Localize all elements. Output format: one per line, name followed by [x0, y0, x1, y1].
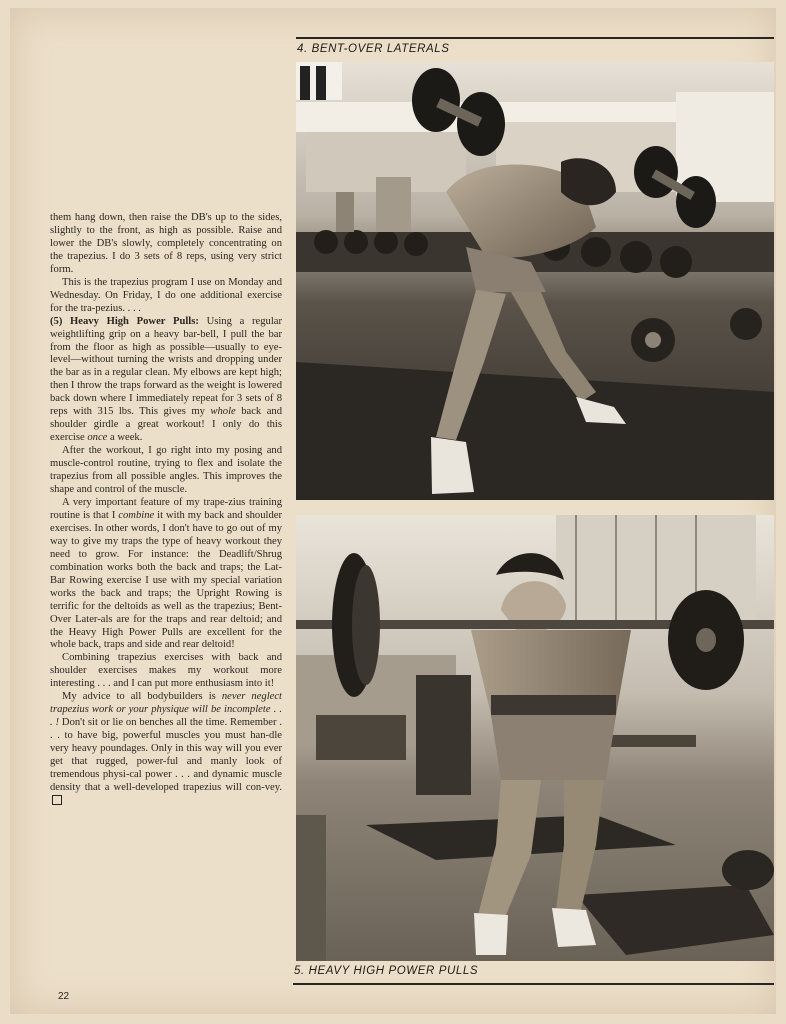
- article-body: [50, 212, 282, 809]
- heavy-high-power-pulls-photo: [296, 515, 774, 961]
- top-photo-caption: 4. BENT-OVER LATERALS: [297, 43, 450, 55]
- paragraph-6: Combining trapezius exercises with back and shoulder exercises makes my workout more interesting . . . and I can put more enthusiasm into it!: [50, 652, 282, 690]
- paragraph-7: My advice to all bodybuilders is never neglect trapezius work or your physique will be incomplete . . . ! Don't sit or lie on benches all the time. Remember . . . to have big, powerful muscles you must han-dle very heavy poundages. Only in this way will you ever get that rugged, power-ful and manly look of tremendous physi-cal power . . . and dynamic muscle density that a well-developed trapezius will con-vey.: [50, 691, 282, 809]
- page-number: 22: [58, 991, 70, 1002]
- exercise-heading: (5) Heavy High Power Pulls:: [50, 315, 199, 327]
- paragraph-2: This is the trapezius program I use on Monday and Wednesday. On Friday, I do one additional exercise for the tra-pezius. . . .: [50, 276, 282, 314]
- paragraph-5: A very important feature of my trape-zius training routine is that I combine it with my back and shoulder exercises. In other words, I don't have to go out of my way to give my traps the type of heavy workout they need to grow. For instance: the Deadlift/Shrug combination works both the back and traps; the Lat-Bar Rowing exercise I use with my special variation works the back and traps; the Upright Rowing is terrific for the deltoids as well as the trapezius; Bent-Over Later-als are for the traps and rear deltoid; and the Heavy High Power Pulls are excellent for the whole back, traps and side and rear deltoid!: [50, 496, 282, 651]
- bent-over-laterals-photo: [296, 62, 774, 500]
- paragraph-3: (5) Heavy High Power Pulls: Using a regular weightlifting grip on a heavy bar-bell, I pull the bar from the floor as high as possible—usually to eye-level—without turning the wrists and dropping under the bar as in a regular clean. My elbows are kept high; then I throw the traps forward as the weight is lowered back down where I immediately repeat for 3 sets of 8 reps with 315 lbs. This gives my whole back and shoulder girdle a great workout! I only do this exercise once a week.: [50, 315, 283, 444]
- paragraph-1: them hang down, then raise the DB's up to the sides, slightly to the front, as high as possible. Raise and lower the DB's slowly, completely concentrating on the trapezius. I do 3 sets of 8 reps, using very strict form.: [50, 212, 282, 275]
- bottom-photo-caption: 5. HEAVY HIGH POWER PULLS: [294, 965, 479, 977]
- end-mark-icon: [52, 795, 62, 805]
- paragraph-4: After the workout, I go right into my posing and muscle-control routine, trying to flex and isolate the trapezius from all possible angles. This improves the shape and control of the muscle.: [50, 445, 282, 496]
- bottom-caption-rule: [293, 983, 774, 985]
- top-caption-rule: [296, 37, 774, 39]
